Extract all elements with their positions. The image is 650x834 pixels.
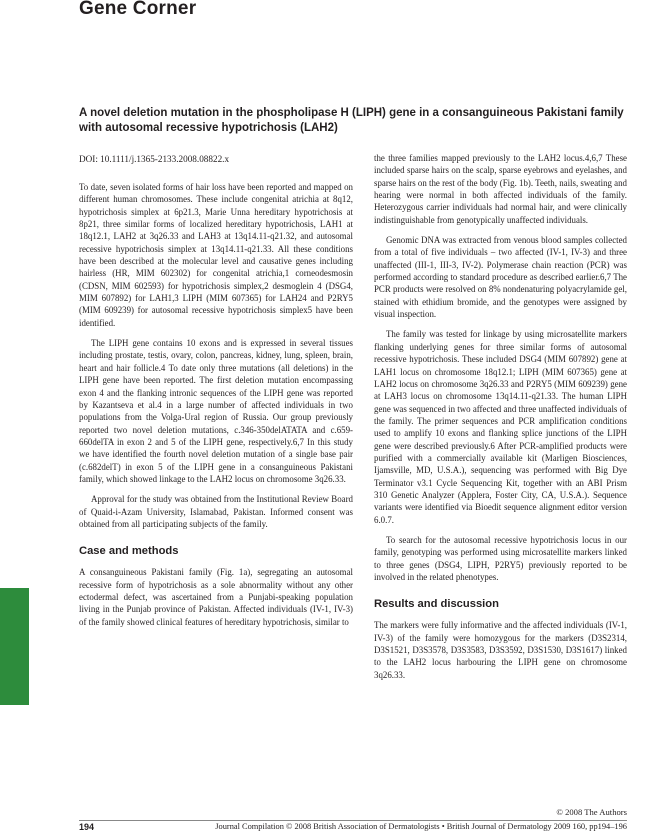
page-number: 194 — [79, 822, 95, 832]
section-header: Gene Corner — [79, 0, 197, 19]
copyright: © 2008 The Authors — [556, 807, 627, 817]
section-color-tab — [0, 588, 29, 705]
paragraph: The LIPH gene contains 10 exons and is expressed in several tissues including prostate, testis, ovary, colon, pancreas, kidney, lung, spleen, brain, heart and hair follicle.4 To date only three mutations (all deletions) in the LIPH gene have been reported. The first deletion mutation encompassing exon 4 and the flanking intronic sequences of the LIPH gene was reported by Kazantseva et al.4 in a large number of affected individuals in two populations from the Volga-Ural region of Russia. Our group previously reported two novel deletion mutations, c.346-350delATATA and c.659-660delTA in exon 2 and 5 of the LIPH gene, respectively.6,7 In this study we have identified the fourth novel deletion mutation of a single base pair (c.682delT) in exon 5 of the LIPH gene in a consanguineous Pakistani family, which showed linkage to the LAH2 locus on chromosome 3q26.33. — [79, 338, 353, 484]
paragraph: the three families mapped previously to the LAH2 locus.4,6,7 These included sparse hairs on the scalp, sparse eyebrows and eyelashes, and sparse hairs on the rest of the body (Fig. 1b). Teeth, nails, sweating and hearing were normal in both affected individuals of the family. Heterozygous carrier individuals had normal hair, and were clinically indistinguishable from genotypically unaffected individuals. — [374, 153, 627, 225]
paragraph: Genomic DNA was extracted from venous blood samples collected from a total of five individuals – two affected (IV-1, IV-3) and three unaffected (III-1, III-3, IV-2). Polymerase chain reaction (PCR) was performed according to standard procedure as described earlier.6,7 The PCR products were resolved on 8% nondenaturing polyacrylamide gel, stained with ethidium bromide, and the genotypes were assigned by visual inspection. — [374, 235, 627, 320]
footer-divider — [79, 820, 627, 821]
paragraph: Approval for the study was obtained from the Institutional Review Board of Quaid-i-Azam University, Islamabad, Pakistan. Informed consent was obtained from all participating subjects of the family. — [79, 494, 353, 529]
paragraph: To date, seven isolated forms of hair loss have been reported and mapped on different human chromosomes. These include congenital atrichia at 8q12, hypotrichosis simplex at 6p21.3, Marie Unna hereditary hypotrichosis at 8p21, three similar forms of localized hereditary hypotrichosis, LAH1 at 18q12.1, LAH2 at 3q26.33 and LAH3 at 13q14.11-q21.32, and autosomal recessive hypotrichosis simplex at 13q14.11-q21.33. All these conditions have been described at the molecular level and causative genes including hairless (HR, MIM 602302) for congenital atrichia,1 corneodesmosin (CDSN, MIM 602593) for hypotrichosis simplex,2 desmoglein 4 (DSG4, MIM 607892) for LAH1,3 LIPH (MIM 607365) for LAH24 and P2RY5 (MIM 609239) for autosomal recessive hypotrichosis simplex5 have been identified. — [79, 182, 353, 328]
article-title: A novel deletion mutation in the phospholipase H (LIPH) gene in a consanguineous Pakistani family with autosomal recessive hypotrichosis (LAH2) — [79, 107, 624, 134]
right-column — [374, 152, 627, 689]
journal-citation: Journal Compilation © 2008 British Association of Dermatologists • British Journal of Dermatology 2009 160, pp194–196 — [215, 822, 627, 831]
paragraph: A consanguineous Pakistani family (Fig. 1a), segregating an autosomal recessive form of hypotrichosis as a sole abnormality without any other ectodermal defect, was ascertained from a Punjabi-speaking population living in the Punjab province of Pakistan. Affected individuals (IV-1, IV-3) of the family showed clinical features of hereditary hypotrichosis, similar to — [79, 567, 353, 627]
section-heading-results: Results and discussion — [374, 598, 499, 611]
doi[interactable]: DOI: 10.1111/j.1365-2133.2008.08822.x — [79, 154, 230, 164]
section-heading-methods: Case and methods — [79, 545, 179, 558]
paragraph: The markers were fully informative and the affected individuals (IV-1, IV-3) of the family were homozygous for the markers (D3S2314, D3S1521, D3S3578, D3S3583, D3S3592, D3S1530, D3S1617) linked to the LAH2 locus harbouring the LIPH gene on chromosome 3q26.33. — [374, 620, 627, 680]
paragraph: To search for the autosomal recessive hypotrichosis locus in our family, genotyping was performed using microsatellite markers linked to three genes (DSG4, LIPH, P2RY5) previously reported to be involved in the related phenotypes. — [374, 534, 627, 582]
left-column — [79, 181, 353, 636]
paragraph: The family was tested for linkage by using microsatellite markers flanking underlying genes for three similar forms of autosomal recessive hypotrichosis. These included DSG4 (MIM 607892) gene at LAH1 locus on chromosome 18q12.1; LIPH (MIM 607365) gene at LAH2 locus on chromosome 3q26.33 and P2RY5 (MIM 609239) gene at LAH3 locus on chromosome 13q14.11-q21.33. The human LIPH gene was sequenced in two affected and three unaffected individuals of the family. The primer sequences and PCR amplification conditions used to amplify 10 exons and flanking splice junctions of the LIPH gene were described previously.6 After PCR-amplified products were purified with a commercially available kit (Marligen Biosciences, Ijamsville, MD, U.S.A.), sequencing was performed with Big Dye Terminator v3.1 Cycle Sequencing Kit, together with an ABI Prism 310 Genetic Analyzer (Applera, Foster City, CA, U.S.A.). Sequence variants were identified via Bioedit sequence alignment editor version 6.0.7. — [374, 329, 628, 525]
